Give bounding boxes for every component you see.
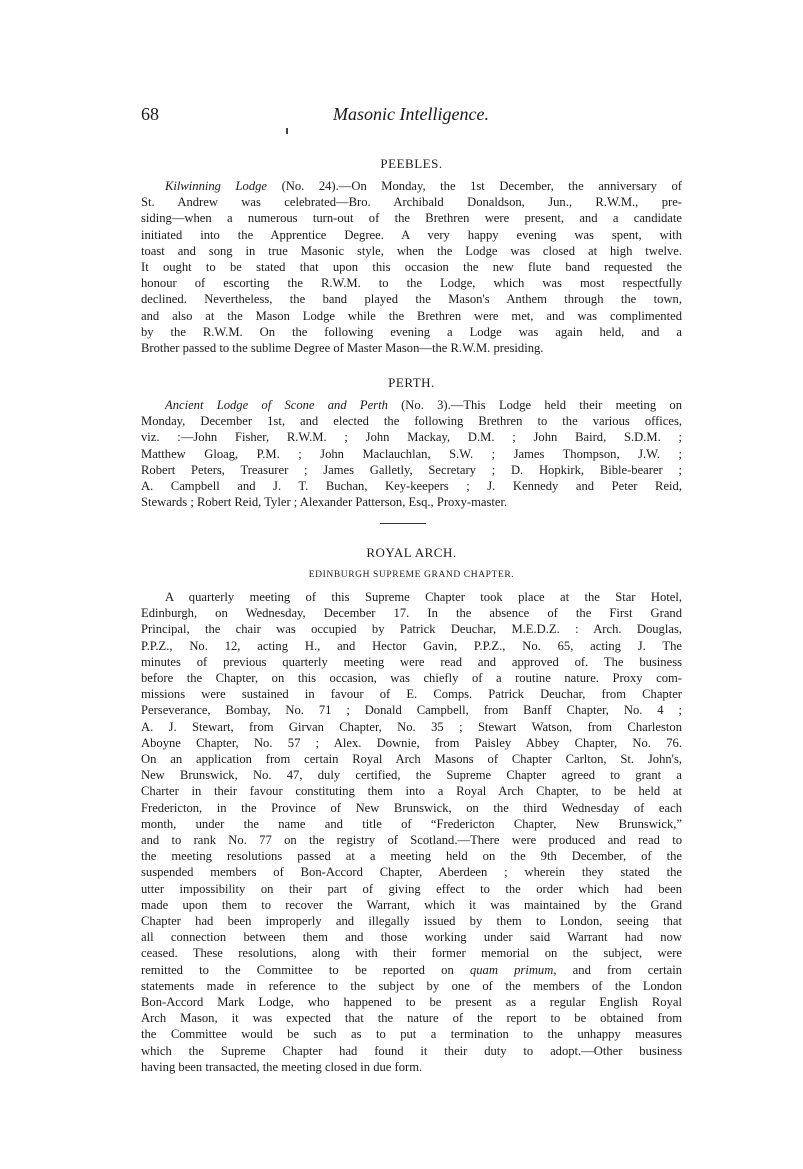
line-text: by the R.W.M. On the following evening a Lodge was again held, and a [141,324,682,339]
page-header [141,104,681,126]
running-title: Masonic Intelligence. [333,104,489,124]
line-text: remitted to the Committee to be reported on [141,962,470,977]
line-text: A. Campbell and J. T. Buchan, Key-keepers ; J. Kennedy and Peter Reid, [141,479,682,494]
stray-mark [286,128,288,134]
line-text: Aboyne Chapter, No. 57 ; Alex. Downie, from Paisley Abbey Chapter, No. 76. [141,735,682,750]
line-text: viz. :—John Fisher, R.W.M. ; John Mackay, D.M. ; John Baird, S.D.M. ; [141,430,682,445]
line-text: Stewards ; Robert Reid, Tyler ; Alexander Patterson, Esq., Proxy-master. [141,495,508,510]
text-line [141,654,682,670]
text-line [141,397,682,413]
text-line [141,783,682,799]
text-line [141,929,682,945]
text-line [141,446,682,462]
text-line [141,340,682,356]
line-text: New Brunswick, No. 47, duly certified, the Supreme Chapter agreed to grant a [141,768,682,783]
line-text: the meeting resolutions passed at a meeting held on the 9th December, of the [141,849,682,864]
text-line [141,800,682,816]
text-line [141,210,682,226]
line-text: Bon-Accord Mark Lodge, who happened to be present as a regular English Royal [141,995,682,1010]
text-line [141,243,682,259]
text-line [141,881,682,897]
line-text: all connection between them and those working under said Warrant had now [141,930,682,945]
line-text: ceased. These resolutions, along with their former memorial on the subject, were [141,946,682,961]
text-line [141,429,682,445]
text-line [141,945,682,961]
text-line [141,897,682,913]
text-line [141,324,682,340]
line-text: utter impossibility on their part of giving effect to the order which had been [141,881,682,896]
text-line [141,478,682,494]
section-divider [380,523,426,524]
line-text: initiated into the Apprentice Degree. A very happy evening was spent, with [141,227,682,242]
line-text: St. Andrew was celebrated—Bro. Archibald Donaldson, Jun., R.W.M., pre- [141,195,682,210]
text-line [141,308,682,324]
text-line [141,291,682,307]
text-line [141,178,682,194]
line-text-tail: , and from certain [553,962,682,977]
text-line [141,275,682,291]
section-heading-peebles: PEEBLES. [380,156,443,171]
text-line [141,962,682,978]
text-line [141,194,682,210]
text-line [141,1026,682,1042]
line-text: Monday, December 1st, and elected the following Brethren to the various offices, [141,414,682,429]
lodge-name: Kilwinning Lodge [165,179,268,193]
line-text: Arch Mason, it was expected that the nature of the report to be obtained from [141,1011,682,1026]
text-line [141,1059,682,1075]
line-text: which the Supreme Chapter had found it their duty to adopt.—Other business [141,1043,682,1058]
line-text: It ought to be stated that upon this occasion the new flute band requested the [141,260,682,275]
line-text: declined. Nevertheless, the band played the Mason's Anthem through the town, [141,292,682,307]
section-heading-royal-arch: ROYAL ARCH. [366,545,457,560]
line-text: Brother passed to the sublime Degree of Master Mason—the R.W.M. presiding. [141,341,544,356]
section-heading-perth: PERTH. [388,375,435,390]
line-text: and to rank No. 77 on the registry of Scotland.—There were produced and read to [141,833,682,848]
text-line [141,994,682,1010]
text-line [141,735,682,751]
line-text: (No. 3).—This Lodge held their meeting on [387,398,682,412]
text-line [141,413,682,429]
section-peebles [141,156,682,356]
line-text: statements made in reference to the subject by one of the members of the London [141,978,682,993]
text-line [141,751,682,767]
line-text: Robert Peters, Treasurer ; James Galletly, Secretary ; D. Hopkirk, Bible-bearer ; [141,462,682,477]
text-line [141,621,682,637]
line-text: toast and song in true Masonic style, when the Lodge was closed at high twelve. [141,243,682,258]
line-text: having been transacted, the meeting closed in due form. [141,1059,423,1074]
text-line [141,816,682,832]
text-line [141,686,682,702]
line-text: Edinburgh, on Wednesday, December 17. In the absence of the First Grand [141,606,682,621]
line-text: and also at the Mason Lodge while the Brethren were met, and was complimented [141,308,682,323]
line-text: Principal, the chair was occupied by Patrick Deuchar, M.E.D.Z. : Arch. Douglas, [141,622,682,637]
line-text: A quarterly meeting of this Supreme Chapter took place at the Star Hotel, [165,590,682,604]
line-text: On an application from certain Royal Arch Masons of Chapter Carlton, St. John's, [141,752,682,767]
text-line [141,913,682,929]
text-line [141,494,682,510]
text-line [141,864,682,880]
line-text: Chapter had been improperly and illegally issued by them to London, seeing that [141,914,682,929]
line-text: before the Chapter, on this occasion, was chiefly of a routine nature. Proxy com- [141,671,682,686]
line-text: minutes of previous quarterly meeting were read and approved of. The business [141,654,682,669]
text-line [141,227,682,243]
line-text: month, under the name and title of “Fredericton Chapter, New Brunswick,” [141,816,682,831]
section-subheading-royal-arch: EDINBURGH SUPREME GRAND CHAPTER. [308,570,515,580]
line-text: siding—when a numerous turn-out of the Brethren were present, and a candidate [141,211,682,226]
line-text: Fredericton, in the Province of New Brunswick, on the third Wednesday of each [141,800,682,815]
latin-phrase: quam primum [469,962,554,977]
line-text: Matthew Gloag, P.M. ; John Maclauchlan, S.W. ; James Thompson, J.W. ; [141,446,682,461]
line-text: the Committee would be such as to put a termination to the unhappy measures [141,1027,682,1042]
text-line [141,638,682,654]
section-royal-arch [141,545,682,1075]
text-line [141,670,682,686]
line-text: A. J. Stewart, from Girvan Chapter, No. 35 ; Stewart Watson, from Charleston [141,719,682,734]
line-text: missions were sustained in favour of E. Comps. Patrick Deuchar, from Chapter [141,687,682,702]
section-body-peebles [141,178,682,356]
section-body-royal-arch [141,589,682,1075]
section-body-perth [141,397,682,510]
line-text: P.P.Z., No. 12, acting H., and Hector Gavin, P.P.Z., No. 65, acting J. The [141,638,682,653]
line-text: honour of escorting the R.W.M. to the Lodge, which was most respectfully [141,276,682,291]
line-text: (No. 24).—On Monday, the 1st December, the anniversary of [267,179,682,193]
line-text: Perseverance, Bombay, No. 71 ; Donald Campbell, from Banff Chapter, No. 4 ; [141,703,682,718]
text-line [141,719,682,735]
text-line [141,848,682,864]
page-number: 68 [141,104,159,124]
text-line [141,589,682,605]
text-line [141,978,682,994]
text-line [141,259,682,275]
line-text: made upon them to recover the Warrant, which it was maintained by the Grand [141,897,682,912]
text-line [141,1010,682,1026]
text-line [141,832,682,848]
text-line [141,462,682,478]
line-text: suspended members of Bon-Accord Chapter, Aberdeen ; wherein they stated the [141,865,682,880]
text-line [141,767,682,783]
line-text: Charter in their favour constituting them into a Royal Arch Chapter, to be held at [141,784,682,799]
section-perth [141,375,682,510]
text-line [141,1043,682,1059]
text-line [141,605,682,621]
text-line [141,702,682,718]
lodge-name: Ancient Lodge of Scone and Perth [165,398,388,412]
